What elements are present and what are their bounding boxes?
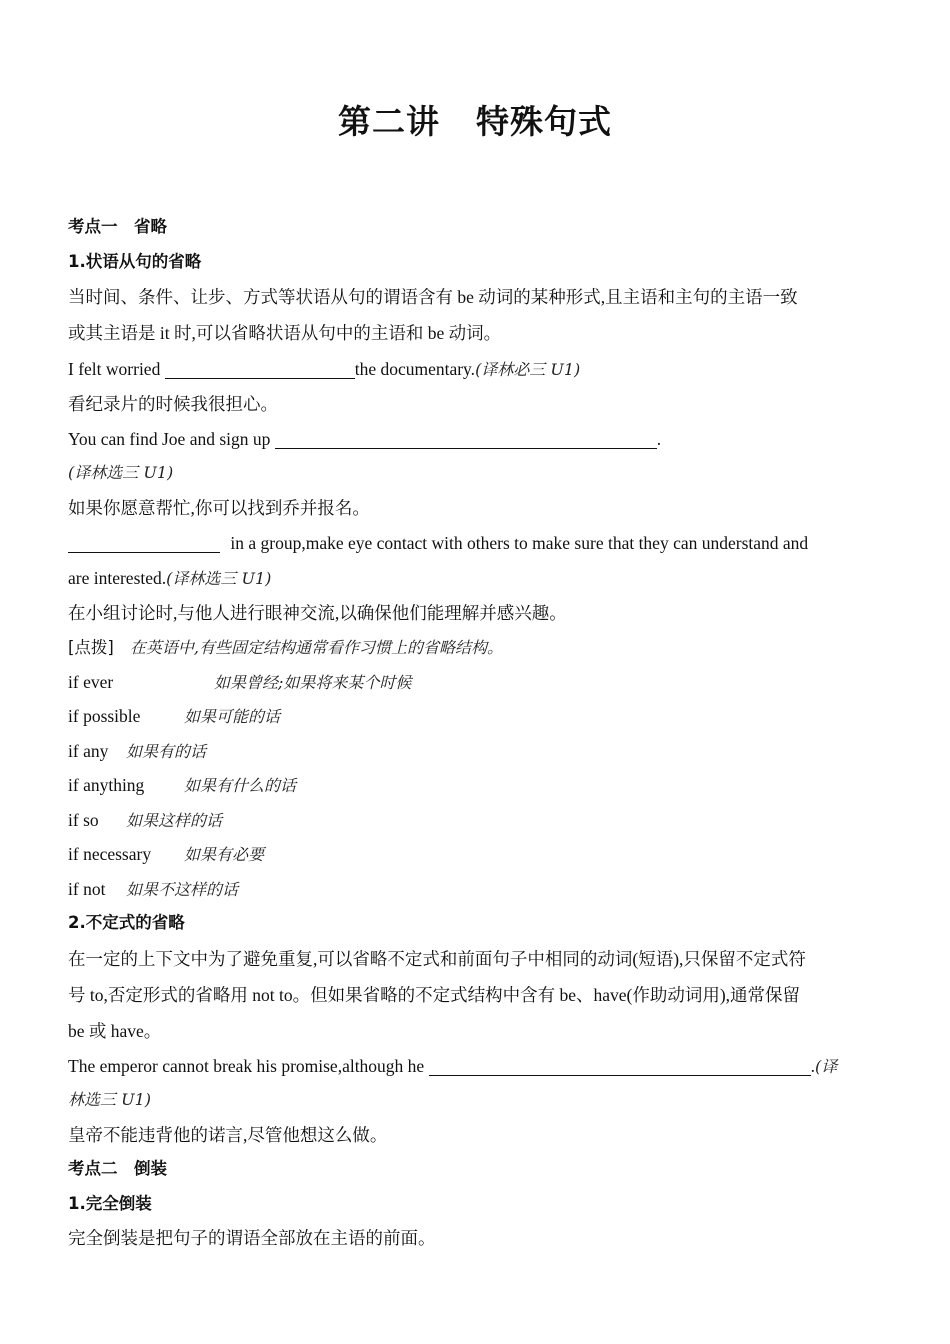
example-text: You can find Joe and sign up [68, 428, 275, 449]
answer-blank[interactable] [275, 428, 657, 449]
title-part1: 第二讲 [338, 102, 440, 141]
page-title [0, 96, 950, 143]
translation: 皇帝不能违背他的诺言,尽管他想这么做。 [68, 1124, 388, 1145]
main-content [68, 210, 880, 1256]
tip-text: 在英语中,有些固定结构通常看作习惯上的省略结构。 [129, 638, 503, 657]
source-note: (译林必三 U1) [475, 360, 581, 379]
example-sentence [68, 1049, 880, 1084]
source-note: 林选三 U1) [68, 1090, 151, 1109]
section-heading: 考点二 倒装 [68, 1159, 167, 1178]
example-sentence-cont [68, 561, 880, 596]
translation: 看纪录片的时候我很担心。 [68, 394, 278, 414]
example-sentence [68, 351, 880, 387]
example-text: I felt worried [68, 359, 165, 379]
phrase-cn: 如果有什么的话 [184, 776, 297, 795]
example-sentence [68, 422, 880, 457]
phrase-cn: 如果不这样的话 [126, 879, 239, 899]
phrase-cn: 如果这样的话 [126, 810, 223, 830]
example-text: are interested. [68, 568, 167, 588]
example-text: . [810, 1055, 815, 1076]
paragraph-line: be 或 have。 [68, 1020, 162, 1041]
subsection-heading: 2.不定式的省略 [68, 913, 185, 932]
phrase-cn: 如果有的话 [126, 741, 207, 761]
phrase-item [68, 837, 880, 872]
tip-label: [点拨] [68, 638, 114, 657]
example-text: the documentary. [354, 359, 476, 379]
answer-blank[interactable] [165, 358, 355, 379]
phrase-en: if anything [68, 775, 145, 795]
phrase-cn: 如果曾经;如果将来某个时候 [214, 672, 412, 692]
example-text: in a group,make eye contact with others to make sure that they can understand and [226, 533, 809, 553]
source-note: (译林选三 U1) [68, 463, 174, 482]
paragraph-line: 在一定的上下文中为了避免重复,可以省略不定式和前面句子中相同的动词(短语),只保留不定式符 [68, 948, 806, 969]
answer-blank[interactable] [429, 1055, 811, 1076]
example-text: The emperor cannot break his promise,although he [68, 1055, 429, 1076]
phrase-en: if any [68, 740, 109, 761]
title-part2: 特殊句式 [476, 102, 612, 141]
example-sentence [68, 525, 880, 561]
translation: 如果你愿意帮忙,你可以找到乔并报名。 [68, 497, 370, 518]
phrase-item [68, 768, 880, 803]
example-text: . [656, 428, 662, 449]
phrase-en: if possible [68, 706, 141, 726]
tip-line [68, 630, 880, 665]
phrase-item [68, 665, 880, 700]
phrase-en: if necessary [68, 844, 152, 864]
phrase-item [68, 699, 880, 734]
phrase-cn: 如果有必要 [184, 845, 265, 864]
phrase-item [68, 872, 880, 907]
section-heading: 考点一 省略 [68, 217, 167, 236]
paragraph-line: 号 to,否定形式的省略用 not to。但如果省略的不定式结构中含有 be、have(作助动词用),通常保留 [68, 984, 801, 1005]
translation: 在小组讨论时,与他人进行眼神交流,以确保他们能理解并感兴趣。 [68, 602, 567, 623]
phrase-en: if not [68, 878, 106, 899]
source-note: (译林选三 U1) [166, 569, 272, 588]
source-note: (译 [814, 1056, 838, 1076]
phrase-item [68, 734, 880, 769]
paragraph-line: 当时间、条件、让步、方式等状语从句的谓语含有 be 动词的某种形式,且主语和主句的主语一致 [68, 287, 798, 307]
phrase-item [68, 803, 880, 838]
subsection-heading: 1.状语从句的省略 [68, 251, 202, 271]
phrase-en: if ever [68, 671, 114, 692]
subsection-heading: 1.完全倒装 [68, 1193, 152, 1213]
paragraph-line: 或其主语是 it 时,可以省略状语从句中的主语和 be 动词。 [68, 323, 502, 343]
phrase-en: if so [68, 809, 99, 830]
paragraph-line: 完全倒装是把句子的谓语全部放在主语的前面。 [68, 1228, 436, 1248]
phrase-cn: 如果可能的话 [184, 707, 281, 726]
answer-blank[interactable] [68, 532, 220, 553]
